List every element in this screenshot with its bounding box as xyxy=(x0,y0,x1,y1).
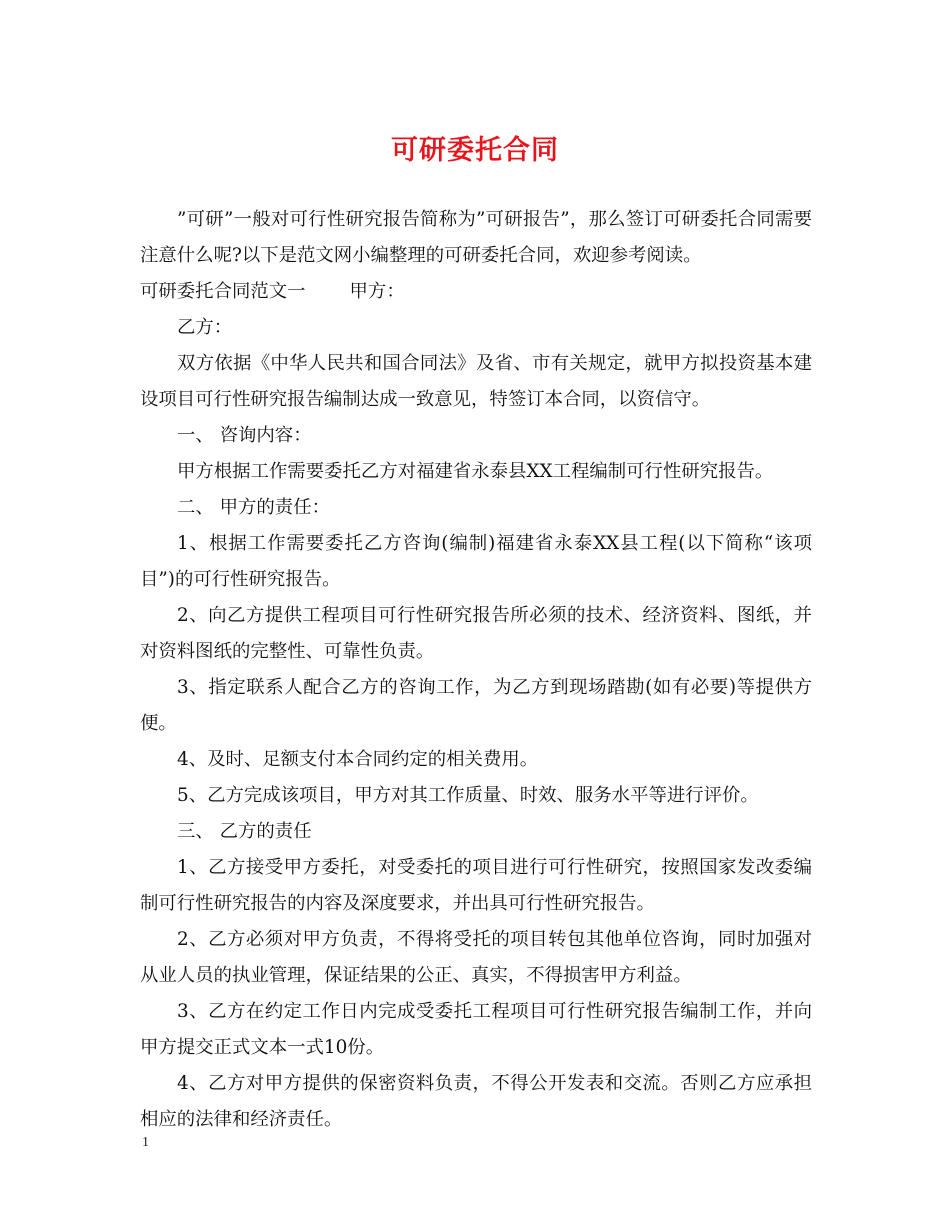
section-2-item-2: 2、向乙方提供工程项目可行性研究报告所必须的技术、经济资料、图纸，并对资料图纸的完整性、可靠性负责。 xyxy=(140,605,812,662)
section-2-item-3: 3、指定联系人配合乙方的咨询工作，为乙方到现场踏勘(如有必要)等提供方便。 xyxy=(140,677,812,734)
party-b-label: 乙方： xyxy=(177,317,233,338)
intro-paragraph: ”可研”一般对可行性研究报告简称为”可研报告”，那么签订可研委托合同需要注意什么呢?以下是范文网小编整理的可研委托合同，欢迎参考阅读。 xyxy=(140,209,812,266)
section-1-heading: 一、 咨询内容： xyxy=(177,425,312,446)
section-2-item-1: 1、根据工作需要委托乙方咨询(编制)福建省永泰XX县工程(以下简称“该项目”)的可行性研究报告。 xyxy=(140,533,812,590)
sample-label: 可研委托合同范文一 xyxy=(140,281,306,302)
section-3-item-4: 4、乙方对甲方提供的保密资料负责，不得公开发表和交流。否则乙方应承担相应的法律和经济责任。 xyxy=(140,1073,812,1130)
sample-line xyxy=(140,274,812,310)
document-title: 可研委托合同 xyxy=(391,135,559,166)
party-a-label: 甲方： xyxy=(349,281,405,302)
section-2-item-4: 4、及时、足额支付本合同约定的相关费用。 xyxy=(177,749,539,770)
section-2-heading: 二、 甲方的责任： xyxy=(177,497,330,518)
section-3-heading: 三、 乙方的责任 xyxy=(177,821,312,842)
section-3-item-1: 1、乙方接受甲方委托，对受委托的项目进行可行性研究，按照国家发改委编制可行性研究报告的内容及深度要求，并出具可行性研究报告。 xyxy=(140,857,812,914)
section-3-item-3: 3、乙方在约定工作日内完成受委托工程项目可行性研究报告编制工作，并向甲方提交正式文本一式10份。 xyxy=(140,1001,812,1058)
page-number: 1 xyxy=(142,1135,149,1150)
document-body xyxy=(140,202,812,1138)
section-2-item-5: 5、乙方完成该项目，甲方对其工作质量、时效、服务水平等进行评价。 xyxy=(177,785,759,806)
section-1-body: 甲方根据工作需要委托乙方对福建省永泰县XX工程编制可行性研究报告。 xyxy=(177,461,774,482)
preamble-paragraph: 双方依据《中华人民共和国合同法》及省、市有关规定，就甲方拟投资基本建设项目可行性研究报告编制达成一致意见，特签订本合同，以资信守。 xyxy=(140,353,812,410)
section-3-item-2: 2、乙方必须对甲方负责，不得将受托的项目转包其他单位咨询，同时加强对从业人员的执业管理，保证结果的公正、真实，不得损害甲方利益。 xyxy=(140,929,812,986)
